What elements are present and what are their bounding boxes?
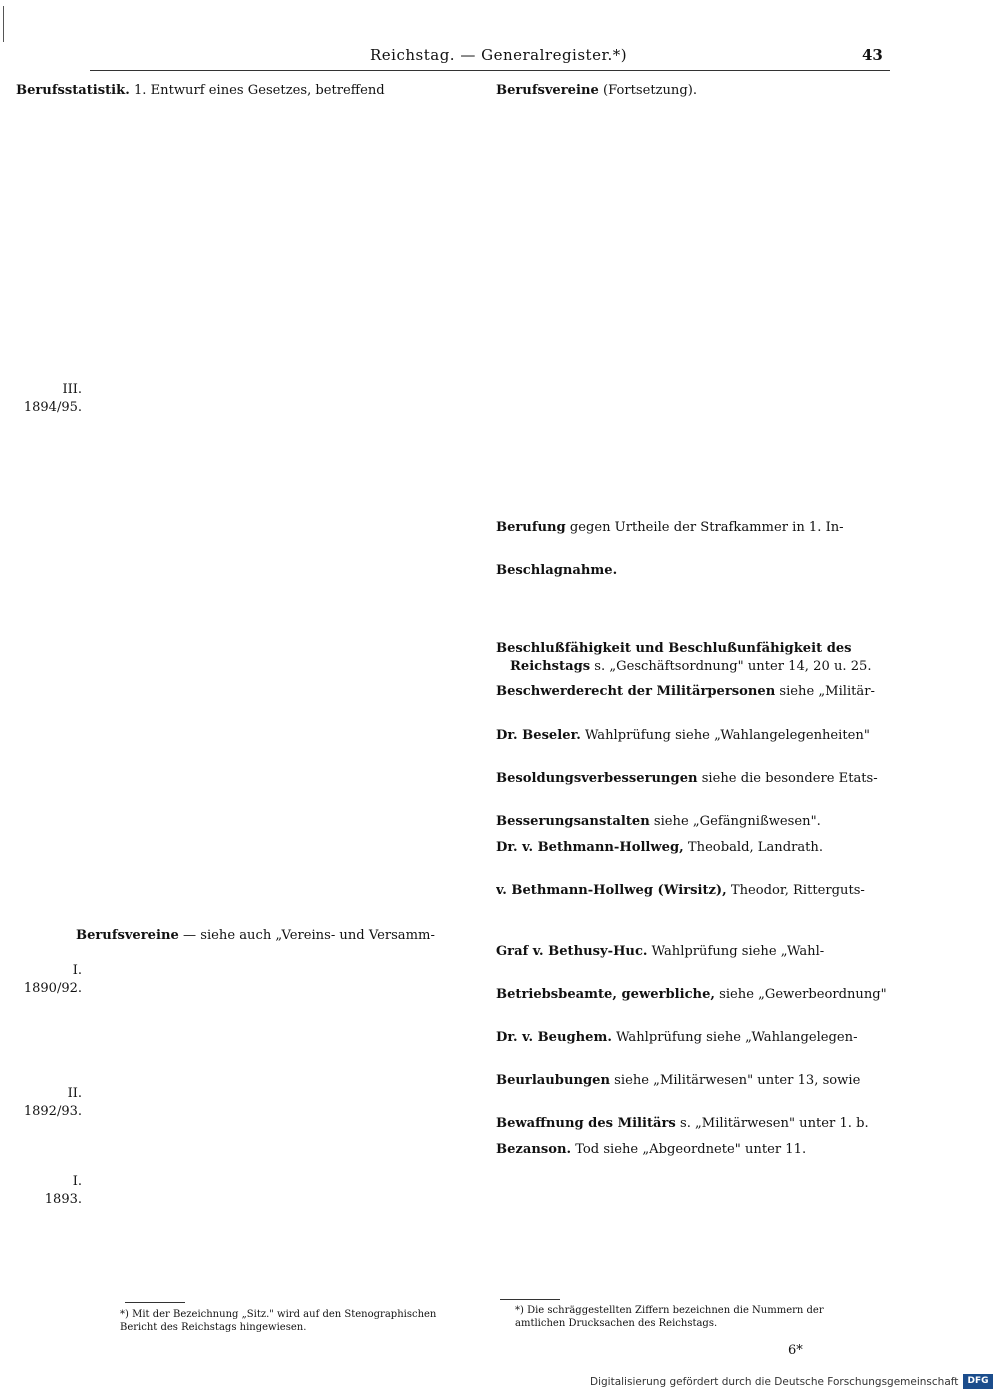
right-line: [496, 839, 892, 857]
left-line: [16, 839, 486, 857]
left-line: [16, 328, 486, 346]
right-line: [496, 762, 892, 770]
right-line: [496, 415, 892, 433]
right-line: [496, 213, 892, 231]
left-line: [16, 979, 486, 997]
left-line: [16, 1014, 486, 1032]
left-line: [16, 680, 486, 698]
right-line: [496, 701, 892, 719]
right-line: [496, 1115, 892, 1133]
right-entry-text: Wahlprüfung siehe „Wahlangelegen-: [611, 1029, 858, 1045]
left-line: [16, 346, 486, 364]
right-entry-heading: Dr. Beseler.: [496, 727, 581, 743]
left-line: [16, 1050, 486, 1068]
right-entry-text: (Fortsetzung).: [598, 83, 698, 98]
right-line: [496, 380, 892, 398]
right-line: [496, 978, 892, 986]
right-line: [496, 856, 892, 874]
footnote-line: amtlichen Drucksachen des Reichstags.: [515, 1318, 718, 1329]
dfg-logo-icon: DFG: [963, 1374, 993, 1389]
left-line: [16, 627, 486, 645]
right-line: [496, 943, 892, 961]
right-line: [496, 1133, 892, 1141]
left-line: [16, 944, 486, 962]
right-line: [496, 231, 892, 249]
right-line: [496, 1003, 892, 1021]
right-entry-text: s. „Militärwesen" unter 1. b.: [675, 1116, 869, 1132]
session-margin-note: 1894/95.: [23, 399, 82, 415]
left-line: [16, 381, 486, 399]
left-line: [16, 610, 486, 628]
left-line: [16, 927, 486, 945]
right-entry-heading: Betriebsbeamte, gewerbliche,: [496, 986, 715, 1002]
right-entry-text: Theobald, Landrath.: [683, 839, 824, 855]
left-line: [16, 768, 486, 786]
right-footnote-rule: [500, 1299, 560, 1300]
session-margin-note: 1890/92.: [23, 980, 82, 996]
session-margin-note: I.: [72, 1174, 82, 1190]
left-line: [16, 575, 486, 593]
left-line: [16, 891, 486, 909]
left-line: [16, 962, 486, 980]
right-line: [496, 519, 892, 537]
right-line: [496, 475, 892, 493]
left-line: [16, 1190, 486, 1208]
right-line: [496, 882, 892, 900]
right-line: [496, 597, 892, 615]
left-line: [16, 1226, 486, 1244]
left-line: [16, 1208, 486, 1226]
footnote-line: Bericht des Reichstags hingewiesen.: [120, 1322, 307, 1333]
right-line: [496, 960, 892, 978]
right-entry-heading: Bewaffnung des Militärs: [496, 1116, 676, 1132]
right-line: [496, 301, 892, 319]
left-line: [16, 539, 486, 557]
left-line: [16, 698, 486, 716]
right-line: [496, 188, 892, 196]
left-line: [16, 733, 486, 751]
digitization-note: Digitalisierung gefördert durch die Deutsche Forschungsgemeinschaft: [590, 1376, 959, 1388]
right-entry-text: siehe „Militärwesen" unter 13, sowie: [610, 1073, 861, 1089]
footnote-line: *) Mit der Bezeichnung „Sitz." wird auf den Stenographischen: [120, 1309, 437, 1320]
left-footnote: [120, 1308, 490, 1334]
right-entry-heading: Beschwerderecht der Militärpersonen: [496, 684, 776, 700]
right-column: [496, 82, 892, 1158]
left-line: [16, 592, 486, 610]
left-line: [16, 258, 486, 276]
right-entry-heading: Berufung: [496, 519, 566, 535]
left-line: [16, 170, 486, 188]
left-line: [16, 451, 486, 469]
left-line: [16, 751, 486, 769]
scan-edge-mark: [3, 6, 5, 42]
right-entry-text: siehe „Gefängnißwesen".: [649, 813, 821, 829]
right-line: [496, 354, 892, 362]
right-entry-heading: Dr. v. Beughem.: [496, 1029, 612, 1045]
right-entry-heading: Bezanson.: [496, 1141, 572, 1157]
right-line: [496, 117, 892, 135]
right-line: [496, 831, 892, 839]
left-line: [16, 1085, 486, 1103]
right-line: [496, 1021, 892, 1029]
left-entry-text: — siehe auch „Vereins- und Versamm-: [178, 927, 435, 943]
right-entry-heading: Beschlagnahme.: [496, 562, 618, 578]
right-entry-text: siehe die besondere Etats-: [697, 770, 878, 786]
right-line: [496, 554, 892, 562]
left-line: [16, 856, 486, 874]
left-line: [16, 82, 486, 100]
left-line: [16, 715, 486, 733]
left-line: [16, 293, 486, 311]
page-header: [0, 46, 1000, 70]
right-line: [496, 1064, 892, 1072]
right-entry-text: gegen Urtheile der Strafkammer in 1. In-: [565, 519, 844, 535]
signature-mark: 6*: [788, 1343, 803, 1358]
left-line: [16, 311, 486, 329]
right-line: [496, 266, 892, 284]
right-line: [496, 440, 892, 458]
right-entry-text: siehe „Gewerbeordnung": [714, 986, 887, 1002]
left-line: [16, 152, 486, 170]
right-line: [496, 248, 892, 266]
left-line: [16, 1032, 486, 1050]
left-line: [16, 135, 486, 153]
right-line: [496, 336, 892, 354]
right-entry-heading: Besoldungsverbesserungen: [496, 770, 698, 786]
right-entry-text: Theodor, Ritterguts-: [726, 882, 865, 898]
right-entry-text: s. „Geschäftsordnung" unter 14, 20 u. 25.: [590, 658, 872, 674]
left-entry-heading: Berufsstatistik.: [16, 83, 130, 98]
left-footnote-rule: [125, 1302, 185, 1303]
right-line: [496, 1047, 892, 1065]
right-entry-text: siehe „Militär-: [775, 684, 875, 700]
right-line: [496, 196, 892, 214]
right-line: [496, 874, 892, 882]
right-entry-heading: Berufsvereine: [496, 83, 599, 98]
footnote-line: *) Die schräggestellten Ziffern bezeichnen die Nummern der: [515, 1305, 824, 1316]
right-line: [496, 986, 892, 1004]
right-line: [496, 458, 892, 476]
left-entry-text: 1. Entwurf eines Gesetzes, betreffend: [129, 83, 385, 98]
left-line: [16, 469, 486, 487]
left-line: [16, 645, 486, 663]
right-entry-text: Wahlprüfung siehe „Wahl-: [647, 943, 825, 959]
left-line: [16, 188, 486, 206]
right-line: [496, 1072, 892, 1090]
left-entry-heading: Berufsvereine: [76, 927, 179, 943]
left-line: [16, 364, 486, 382]
right-line: [496, 770, 892, 788]
right-line: [496, 536, 892, 554]
left-line: [16, 416, 486, 434]
right-line: [496, 1090, 892, 1108]
right-line: [496, 917, 892, 935]
left-line: [16, 1067, 486, 1085]
right-line: [496, 1029, 892, 1047]
right-line: [496, 170, 892, 188]
left-line: [16, 100, 486, 118]
right-entry-heading: Beurlaubungen: [496, 1073, 610, 1089]
right-line: [496, 432, 892, 440]
left-line: [16, 1155, 486, 1173]
left-column: [16, 82, 486, 1243]
right-line: [496, 675, 892, 683]
left-line: [16, 803, 486, 821]
right-line: [496, 813, 892, 831]
left-line: [16, 663, 486, 681]
right-entry-heading: Dr. v. Bethmann-Hollweg,: [496, 839, 684, 855]
right-line: [496, 562, 892, 580]
right-line: [496, 805, 892, 813]
left-line: [16, 1173, 486, 1191]
left-line: [16, 276, 486, 294]
right-entry-heading: Beschlußfähigkeit und Beschlußunfähigkeit des: [496, 641, 852, 657]
right-entry-heading: Reichstags: [510, 658, 591, 674]
running-title: Reichstag. — Generalregister.*): [370, 46, 628, 64]
right-line: [496, 135, 892, 153]
left-line: [16, 434, 486, 452]
right-line: [496, 319, 892, 337]
right-line: [496, 632, 892, 640]
right-entry-text: Tod siehe „Abgeordnete" unter 11.: [571, 1141, 807, 1157]
left-line: [16, 240, 486, 258]
right-footnote: [515, 1304, 895, 1330]
right-line: [496, 362, 892, 380]
left-line: [16, 522, 486, 540]
right-line: [496, 82, 892, 100]
left-line: [16, 874, 486, 892]
left-line: [16, 1102, 486, 1120]
right-line: [496, 511, 892, 519]
right-entry-heading: Graf v. Bethusy-Huc.: [496, 943, 648, 959]
session-margin-note: III.: [62, 382, 82, 398]
right-line: [496, 727, 892, 745]
right-line: [496, 579, 892, 597]
right-line: [496, 1107, 892, 1115]
left-line: [16, 487, 486, 505]
right-entry-heading: Besserungsanstalten: [496, 813, 650, 829]
right-line: [496, 683, 892, 701]
right-line: [496, 787, 892, 805]
session-margin-note: II.: [67, 1086, 82, 1102]
left-line: [16, 821, 486, 839]
right-line: [496, 658, 892, 676]
right-line: [496, 744, 892, 762]
left-line: [16, 1120, 486, 1138]
right-line: [496, 640, 892, 658]
right-entry-text: Wahlprüfung siehe „Wahlangelegenheiten": [580, 727, 870, 743]
right-entry-heading: v. Bethmann-Hollweg (Wirsitz),: [496, 882, 727, 898]
left-line: [16, 909, 486, 927]
right-line: [496, 284, 892, 302]
left-line: [16, 223, 486, 241]
left-line: [16, 399, 486, 417]
left-line: [16, 504, 486, 522]
right-line: [496, 615, 892, 633]
session-margin-note: 1892/93.: [23, 1103, 82, 1119]
right-line: [496, 1141, 892, 1159]
session-margin-note: 1893.: [44, 1191, 82, 1207]
right-line: [496, 100, 892, 118]
page-number: 43: [862, 46, 883, 64]
header-rule: [90, 70, 890, 71]
right-line: [496, 397, 892, 415]
right-line: [496, 719, 892, 727]
right-line: [496, 493, 892, 511]
left-line: [16, 1138, 486, 1156]
left-line: [16, 117, 486, 135]
right-line: [496, 899, 892, 917]
left-line: [16, 997, 486, 1015]
right-line: [496, 935, 892, 943]
right-line: [496, 152, 892, 170]
left-line: [16, 786, 486, 804]
left-line: [16, 557, 486, 575]
left-line: [16, 205, 486, 223]
session-margin-note: I.: [72, 963, 82, 978]
